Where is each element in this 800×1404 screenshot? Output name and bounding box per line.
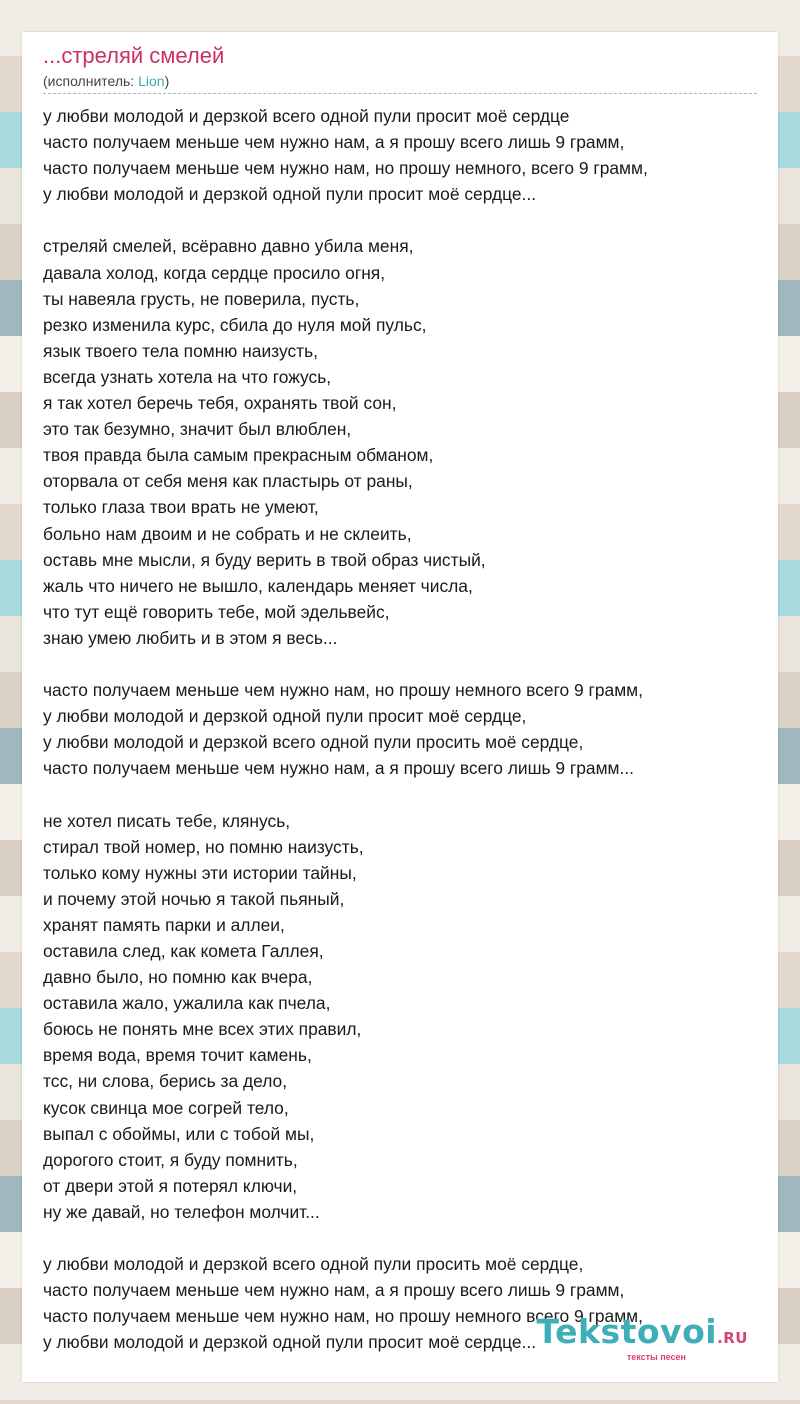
lyric-line: это так безумно, значит был влюблен, <box>43 419 352 440</box>
lyric-line: часто получаем меньше чем нужно нам, но прошу немного всего 9 грамм, <box>43 1306 643 1327</box>
lyric-line: у любви молодой и дерзкой одной пули просит моё сердце, <box>43 706 527 727</box>
lyric-line: жаль что ничего не вышло, календарь меняет числа, <box>43 575 473 596</box>
lyric-line: и почему этой ночью я такой пьяный, <box>43 888 345 909</box>
lyric-line: у любви молодой и дерзкой всего одной пули просит моё сердце <box>43 106 570 126</box>
lyric-line: оставила жало, ужалила как пчела, <box>43 993 331 1014</box>
lyrics-stanza <box>43 233 763 651</box>
lyric-line: резко изменила курс, сбила до нуля мой пульс, <box>43 314 427 335</box>
lyric-line: ты навеяла грусть, не поверила, пусть, <box>43 288 360 309</box>
lyric-line: давала холод, когда сердце просило огня, <box>43 262 386 283</box>
lyric-line: кусок свинца мое согрей тело, <box>43 1097 289 1118</box>
title-divider <box>43 93 757 94</box>
logo-tagline: тексты песен <box>626 1352 686 1362</box>
lyric-line: боюсь не понять мне всех этих правил, <box>43 1019 362 1040</box>
performer-link[interactable]: Lion <box>138 73 165 89</box>
lyric-line: всегда узнать хотела на что гожусь, <box>43 366 332 387</box>
lyric-line: часто получаем меньше чем нужно нам, а я прошу всего лишь 9 грамм, <box>43 132 625 153</box>
performer-line <box>43 72 169 90</box>
lyric-line: от двери этой я потерял ключи, <box>43 1175 298 1196</box>
lyrics-card <box>22 32 778 1382</box>
lyric-line: выпал с обоймы, или с тобой мы, <box>43 1123 315 1144</box>
lyrics-stanza <box>43 808 763 1226</box>
lyric-line: давно было, но помню как вчера, <box>43 967 313 988</box>
lyrics-stanza <box>43 103 763 207</box>
lyric-line: тсс, ни слова, берись за дело, <box>43 1071 288 1092</box>
lyric-line: оставила след, как комета Галлея, <box>43 941 324 961</box>
lyric-line: часто получаем меньше чем нужно нам, а я прошу всего лишь 9 грамм... <box>43 758 635 779</box>
lyric-line: часто получаем меньше чем нужно нам, но прошу немного, всего 9 грамм, <box>43 158 648 179</box>
lyric-line: оставь мне мысли, я буду верить в твой образ чистый, <box>43 549 486 570</box>
performer-label: (исполнитель: <box>43 73 139 89</box>
lyric-line: часто получаем меньше чем нужно нам, но прошу немного всего 9 грамм, <box>43 680 643 701</box>
lyric-line: стирал твой номер, но помню наизусть, <box>43 836 364 857</box>
lyric-line: оторвала от себя меня как пластырь от раны, <box>43 471 413 492</box>
site-logo[interactable] <box>536 1312 748 1362</box>
song-title: ...стреляй смелей <box>43 43 225 68</box>
lyric-line: не хотел писать тебе, клянусь, <box>43 810 291 831</box>
lyric-line: у любви молодой и дерзкой одной пули просит моё сердце... <box>43 1332 537 1353</box>
lyric-line: язык твоего тела помню наизусть, <box>43 340 319 361</box>
lyric-line: только кому нужны эти истории тайны, <box>43 862 357 883</box>
lyric-line: время вода, время точит камень, <box>43 1045 312 1066</box>
lyric-line: ну же давай, но телефон молчит... <box>43 1201 320 1222</box>
lyric-line: у любви молодой и дерзкой всего одной пули просить моё сердце, <box>43 732 584 753</box>
lyric-line: я так хотел беречь тебя, охранять твой сон, <box>43 393 397 414</box>
lyric-line: твоя правда была самым прекрасным обманом, <box>43 445 434 466</box>
lyric-line: хранят память парки и аллеи, <box>43 914 285 935</box>
lyric-line: часто получаем меньше чем нужно нам, а я прошу всего лишь 9 грамм, <box>43 1280 625 1301</box>
lyric-line: больно нам двоим и не собрать и не склеить, <box>43 523 412 544</box>
lyrics-text <box>43 103 763 1382</box>
logo-tld: .RU <box>717 1329 748 1347</box>
lyrics-stanza <box>43 677 763 781</box>
lyric-line: у любви молодой и дерзкой всего одной пули просить моё сердце, <box>43 1254 584 1275</box>
lyric-line: что тут ещё говорить тебе, мой эдельвейс, <box>43 601 390 622</box>
lyric-line: у любви молодой и дерзкой одной пули просит моё сердце... <box>43 184 537 205</box>
lyric-line: стреляй смелей, всёравно давно убила меня, <box>43 236 414 257</box>
logo-name: Tekstovoi <box>536 1312 718 1351</box>
lyric-line: дорогого стоит, я буду помнить, <box>43 1149 298 1170</box>
performer-close: ) <box>164 73 170 89</box>
lyric-line: знаю умею любить и в этом я весь... <box>43 627 338 648</box>
lyric-line: только глаза твои врать не умеют, <box>43 497 319 518</box>
logo-wordmark <box>536 1312 748 1355</box>
